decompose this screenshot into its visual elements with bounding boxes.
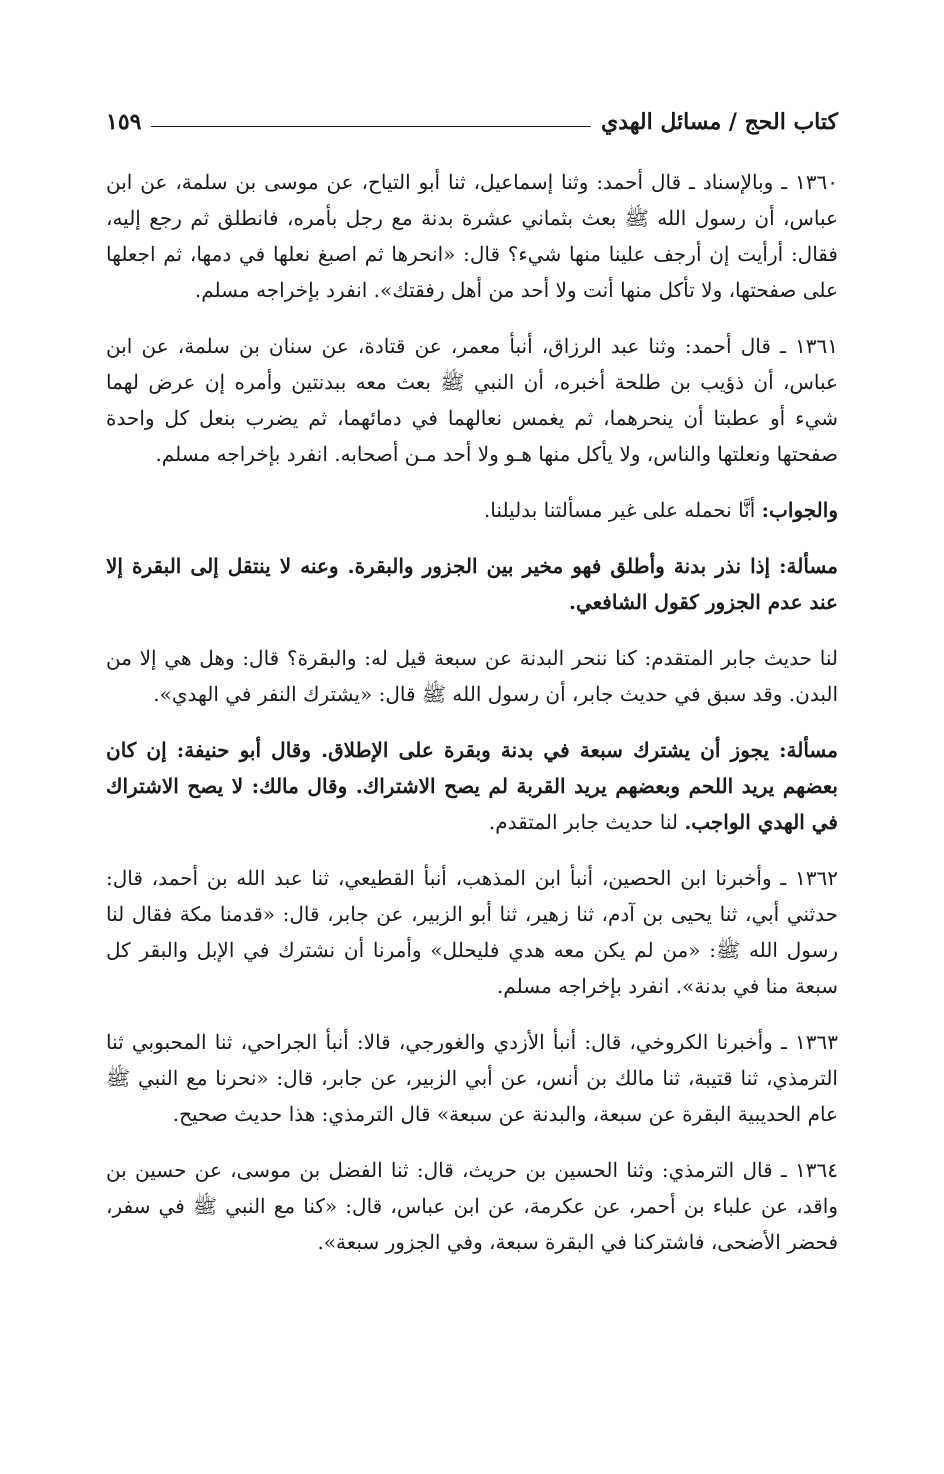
- mas-alah-badanah: مسألة: إذا نذر بدنة وأطلق فهو مخير بين الجزور والبقرة. وعنه لا ينتقل إلى البقرة إلا عند عدم الجزور كقول الشافعي.: [106, 554, 838, 614]
- running-title: كتاب الحج / مسائل الهدي: [600, 109, 838, 135]
- page-number: ١٥٩: [106, 109, 142, 135]
- answer-text: أنَّا نحمله على غير مسألتنا بدليلنا.: [483, 498, 762, 522]
- mas-alah-ishtirak-proof: لنا حديث جابر المتقدم.: [488, 810, 685, 834]
- page: [106, 100, 838, 1274]
- hadith-1363: ١٣٦٣ ـ وأخبرنا الكروخي، قال: أنبأ الأزدي والغورجي، قالا: أنبأ الجراحي، ثنا المحبوبي ثنا الترمذي، ثنا قتيبة، ثنا مالك بن أنس، عن أبي الزبير، عن جابر، قال: «نحرنا مع النبي ﷺ عام الحديبية البقرة عن سبعة، والبدنة عن سبعة» قال الترمذي: هذا حديث صحيح.: [106, 1030, 838, 1126]
- hadith-1362: ١٣٦٢ ـ وأخبرنا ابن الحصين، أنبأ ابن المذهب، أنبأ القطيعي، ثنا عبد الله بن أحمد، قال: حدثني أبي، ثنا يحيى بن آدم، ثنا زهير، ثنا أبو الزبير، عن جابر، قال: «قدمنا مكة فقال لنا رسول الله ﷺ: «من لم يكن معه هدي فليحلل» وأمرنا أن نشترك في الإبل والبقر كل سبعة منا في بدنة». انفرد بإخراجه مسلم.: [106, 866, 838, 998]
- answer-paragraph: [106, 492, 838, 528]
- mas-alah-badanah-proof: لنا حديث جابر المتقدم: كنا ننحر البدنة عن سبعة قيل له: والبقرة؟ قال: وهل هي إلا من البدن. وقد سبق في حديث جابر، أن رسول الله ﷺ قال: «يشترك النفر في الهدي».: [106, 646, 838, 706]
- hadith-1360: ١٣٦٠ ـ وبالإسناد ـ قال أحمد: وثنا إسماعيل، ثنا أبو التياح، عن موسى بن سلمة، عن ابن عباس، أن رسول الله ﷺ بعث بثماني عشرة بدنة مع رجل بأمره، فانطلق ثم رجع إليه، فقال: أرأيت إن أرجف علينا منها شيء؟ قال: «انحرها ثم اصبغ نعلها في دمها، ثم اجعلها على صفحتها، ولا تأكل منها أنت ولا أحد من أهل رفقتك». انفرد بإخراجه مسلم.: [106, 170, 838, 302]
- page-header: [106, 100, 838, 144]
- mas-alah-ishtirak: [106, 732, 838, 840]
- mas-alah-ishtirak-text: مسألة: يجوز أن يشترك سبعة في بدنة وبقرة على الإطلاق. وقال أبو حنيفة: إن كان بعضهم يريد اللحم وبعضهم يريد القربة لم يصح الاشتراك. وقال مالك: لا يصح الاشتراك في الهدي الواجب.: [106, 738, 839, 834]
- hadith-1361: ١٣٦١ ـ قال أحمد: وثنا عبد الرزاق، أنبأ معمر، عن قتادة، عن سنان بن سلمة، عن ابن عباس، أن ذؤيب بن طلحة أخبره، أن النبي ﷺ بعث معه ببدنتين وأمره إن عرض لهما شيء أو عطبتا أن ينحرهما، ثم يغمس نعالهما في دمائهما، ثم يضرب بنعل كل واحدة صفحتها ونعلتها والناس، ولا يأكل منها هـو ولا أحد مـن أصحابه. انفرد بإخراجه مسلم.: [106, 334, 838, 466]
- hadith-1364: ١٣٦٤ ـ قال الترمذي: وثنا الحسين بن حريث، قال: ثنا الفضل بن موسى، عن حسين بن واقد، عن علباء بن أحمر، عن عكرمة، عن ابن عباس، قال: «كنا مع النبي ﷺ في سفر، فحضر الأضحى، فاشتركنا في البقرة سبعة، وفي الجزور سبعة».: [106, 1158, 838, 1254]
- header-rule: [151, 126, 591, 127]
- answer-label: والجواب:: [761, 498, 838, 522]
